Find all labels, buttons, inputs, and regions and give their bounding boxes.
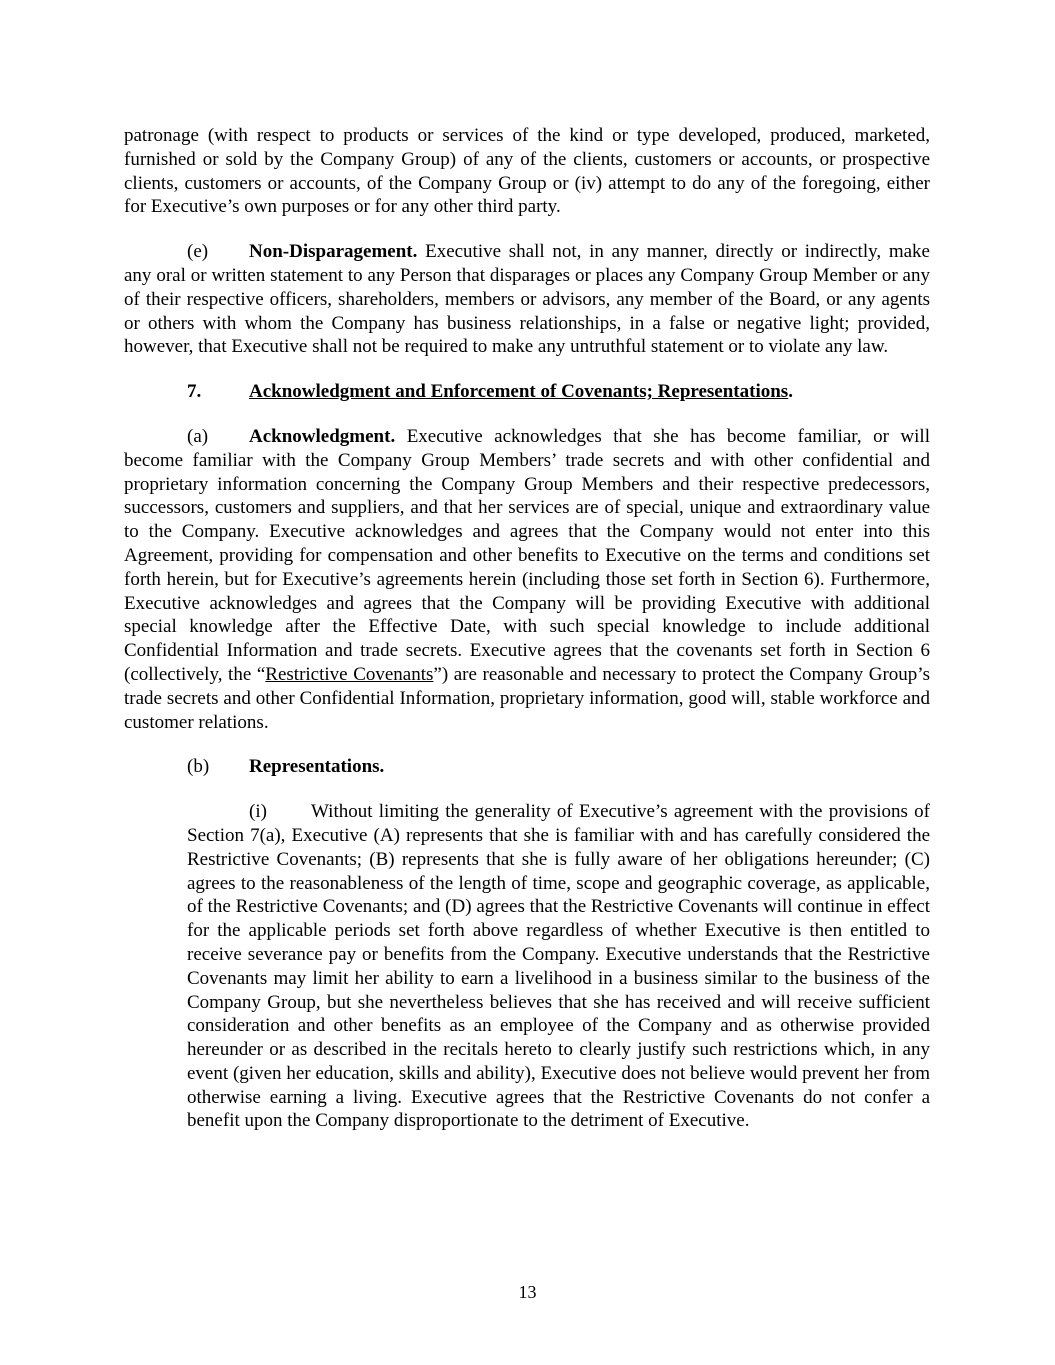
section-7-heading xyxy=(124,380,930,404)
document-page xyxy=(124,124,930,1133)
paragraph-b-i-text: Without limiting the generality of Executive’s agreement with the provisions of Section 7(a), Executive (A) represents that she is familiar with and has carefully considered the Restrictive Covenants; (B) represents that she is fully aware of her obligations hereunder; (C) agrees to the reasonableness of the length of time, scope and geographic coverage, as applicable, of the Restrictive Covenants; and (D) agrees that the Restrictive Covenants will continue in effect for the applicable periods set forth above regardless of whether Executive is then entitled to receive severance pay or benefits from the Company. Executive understands that the Restrictive Covenants may limit her ability to earn a livelihood in a business similar to the business of the Company Group, but she nevertheless believes that she has received and will receive sufficient consideration and other benefits as an employee of the Company and as otherwise provided hereunder or as described in the recitals hereto to clearly justify such restrictions which, in any event (given her education, skills and ability), Executive does not believe would prevent her from otherwise earning a living. Executive agrees that the Restrictive Covenants do not confer a benefit upon the Company disproportionate to the detriment of Executive. xyxy=(187,801,930,1132)
defined-term-restrictive-covenants: Restrictive Covenants xyxy=(265,663,434,685)
paragraph-b-label: (b) xyxy=(187,756,210,778)
paragraph-a-text-1: Executive acknowledges that she has become familiar, or will become familiar with the Company Group Members’ trade secrets and with other confidential and proprietary information concerning the Company Group Members and their respective predecessors, successors, customers and suppliers, and that her services are of special, unique and extraordinary value to the Company. Executive acknowledges and agrees that the Company would not enter into this Agreement, providing for compensation and other benefits to Executive on the terms and conditions set forth herein, but for Executive’s agreements herein (including those set forth in Section 6). Furthermore, Executive acknowledges and agrees that the Company will be providing Executive with additional special knowledge after the Effective Date, with such special knowledge to include additional Confidential Information and trade secrets. Executive agrees that the covenants set forth in Section 6 (collectively, the “ xyxy=(124,425,930,685)
paragraph-a-acknowledgment xyxy=(124,425,930,734)
section-7-period: . xyxy=(788,381,793,403)
paragraph-b-representations xyxy=(124,755,930,779)
paragraph-e-non-disparagement xyxy=(124,240,930,359)
section-7-number: 7. xyxy=(187,381,202,403)
paragraph-a-title: Acknowledgment. xyxy=(249,425,396,447)
section-7-title: Acknowledgment and Enforcement of Covenants; Representations xyxy=(249,381,789,403)
paragraph-b-i xyxy=(187,800,930,1133)
paragraph-b-i-label: (i) xyxy=(249,801,267,823)
page-number: 13 xyxy=(518,1282,537,1302)
paragraph-intro: patronage (with respect to products or services of the kind or type developed, produced, marketed, furnished or sold by the Company Group) of any of the clients, customers or accounts, or prospective clients, customers or accounts, of the Company Group or (iv) attempt to do any of the foregoing, either for Executive’s own purposes or for any other third party. xyxy=(124,125,930,218)
paragraph-a-text-2: ”) are reasonable and necessary to protect the Company Group’s trade secrets and other Confidential Information, proprietary information, good will, stable workforce and customer relations. xyxy=(124,663,930,733)
paragraph-b-title: Representations. xyxy=(249,756,385,778)
paragraph-e-text: Executive shall not, in any manner, directly or indirectly, make any oral or written statement to any Person that disparages or places any Company Group Member or any of their respective officers, shareholders, members or advisors, any member of the Board, or any agents or others with whom the Company has business relationships, in a false or negative light; provided, however, that Executive shall not be required to make any untruthful statement or to violate any law. xyxy=(124,241,930,358)
paragraph-e-title: Non-Disparagement. xyxy=(249,241,418,263)
paragraph-a-label: (a) xyxy=(187,425,209,447)
paragraph-e-label: (e) xyxy=(187,241,209,263)
